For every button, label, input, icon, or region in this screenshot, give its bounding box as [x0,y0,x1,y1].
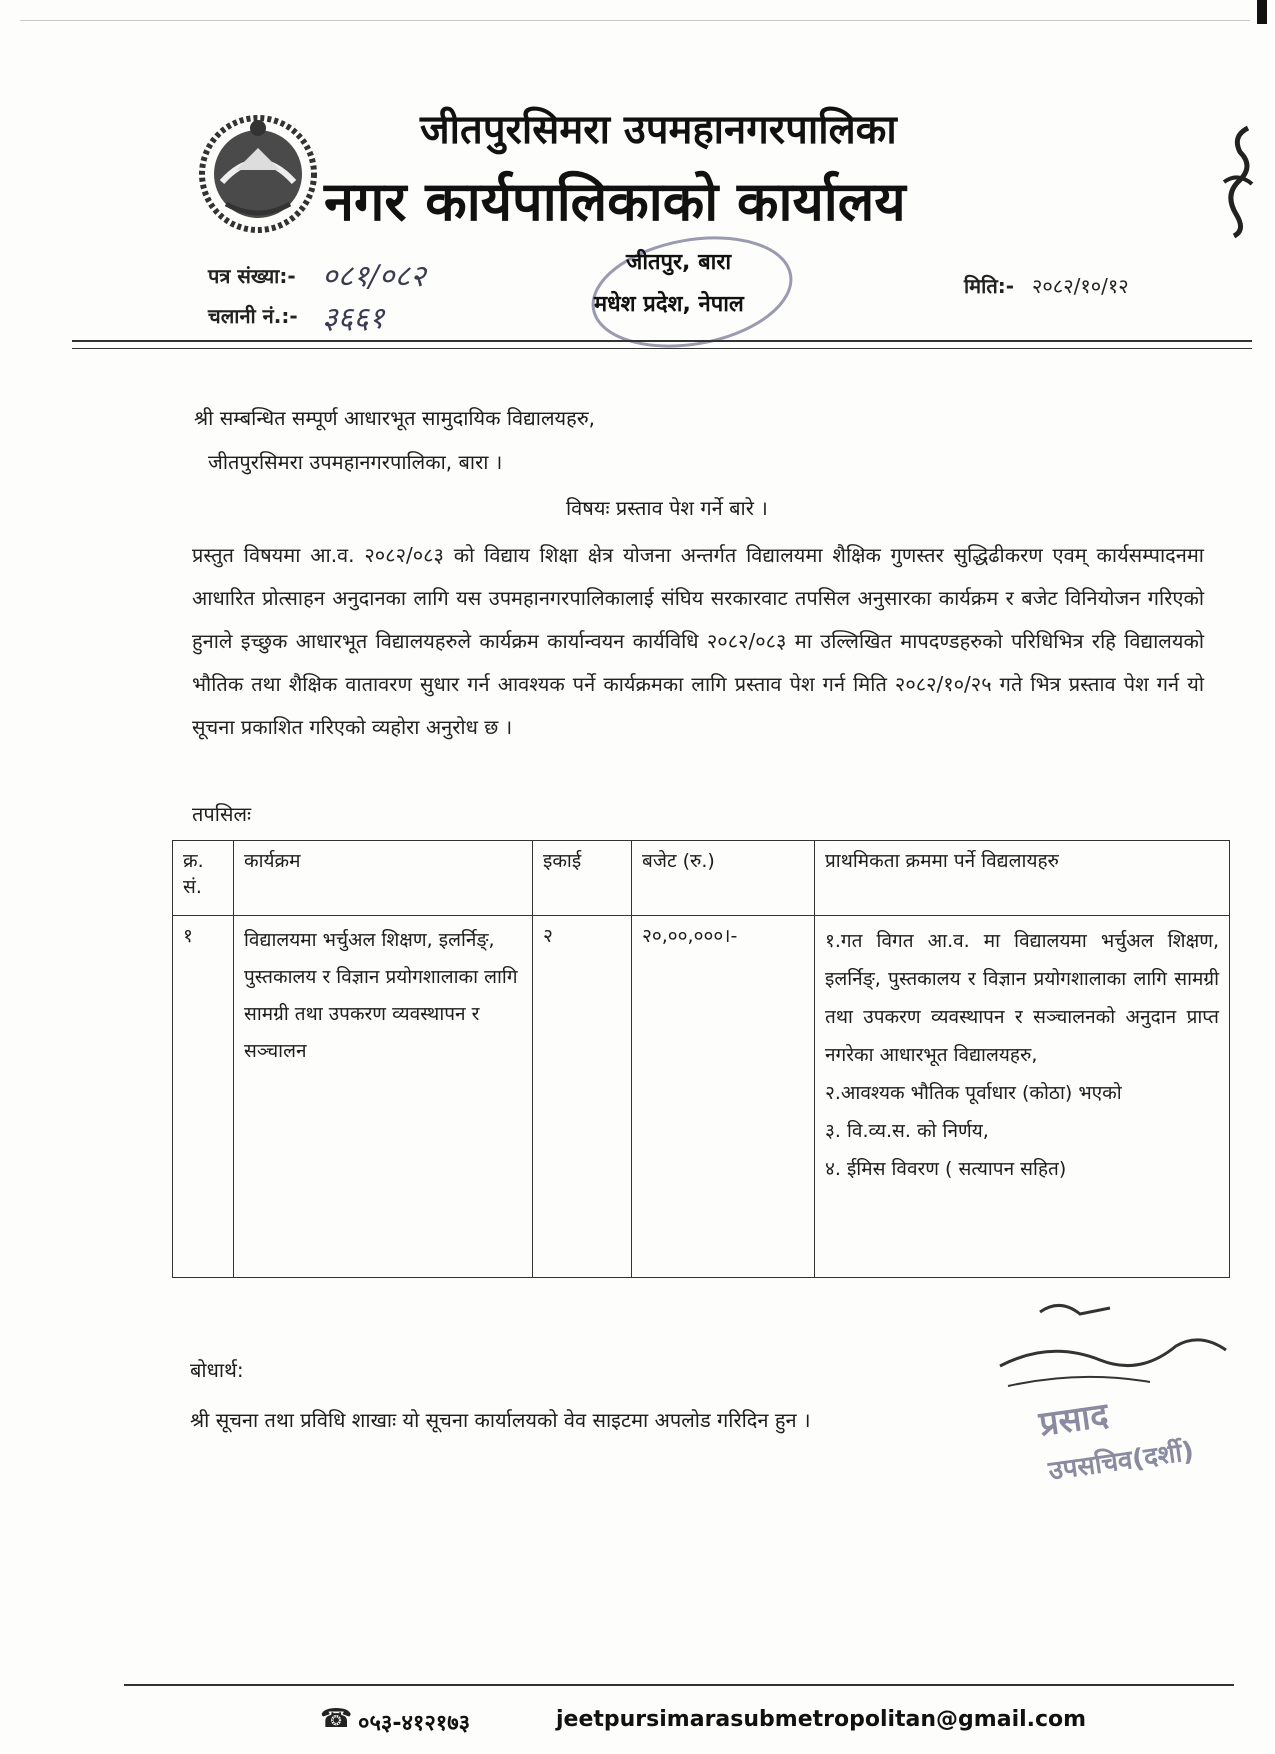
header-budget: बजेट (रु.) [632,841,815,916]
row-priority [815,916,1230,1278]
date-label: मिति:- [964,274,1015,298]
signatory-designation: उपसचिव(दर्शी) [1046,1436,1196,1487]
priority-item-1: १.गत विगत आ.व. मा विद्यालयमा भर्चुअल शिक्षण, इलर्निङ्, पुस्तकालय र विज्ञान प्रयोगशालाका लागि सामग्री तथा उपकरण व्यवस्थापन र सञ्चालनको अनुदान प्राप्त नगरेका आधारभूत विद्यालयहरु, [825,930,1219,1066]
location-line2: मधेश प्रदेश, नेपाल [594,292,744,317]
subject: विषयः प्रस्ताव पेश गर्ने बारे । [566,496,768,520]
chalani-label: चलानी नं.:- [208,304,298,328]
om-symbol-icon [1218,122,1260,240]
cc-label: बोधार्थ: [190,1358,244,1382]
row-sn: १ [173,916,234,1278]
header-unit: इकाई [533,841,632,916]
chalani-value: ३६६१ [322,301,385,336]
cc-text: श्री सूचना तथा प्रविधि शाखाः यो सूचना कार्यालयको वेव साइटमा अपलोड गरिदिन हुन । [190,1408,811,1432]
handwritten-signature [990,1290,1240,1400]
row-program: विद्यालयमा भर्चुअल शिक्षण, इलर्निङ्, पुस्तकालय र विज्ञान प्रयोगशालाका लागि सामग्री तथा उपकरण व्यवस्थापन र सञ्चालन [234,916,533,1278]
patra-value: ०८१/०८२ [322,259,426,294]
tapsil-label: तपसिलः [192,802,252,826]
table-row [173,916,1230,1278]
program-table [172,840,1230,1278]
row-unit: २ [533,916,632,1278]
priority-item-4: ४. ईमिस विवरण ( सत्यापन सहित) [825,1158,1067,1180]
nepal-emblem-icon [196,112,320,236]
municipality-name: जीतपुरसिमरा उपमहानगरपालिका [420,107,897,153]
table-header-row [173,841,1230,916]
office-name: नगर कार्यपालिकाको कार्यालय [324,170,906,233]
priority-item-3: ३. वि.व्य.स. को निर्णय, [825,1120,989,1142]
date-value: २०८२/१०/१२ [1032,274,1129,298]
header-priority: प्राथमिकता क्रममा पर्ने विद्यलायहरु [815,841,1230,916]
patra-label: पत्र संख्या:- [208,264,296,288]
footer-phone: ०५३-४१२१७३ [358,1711,471,1736]
recipient-line2: जीतपुरसिमरा उपमहानगरपालिका, बारा । [208,450,503,474]
header-rule-thin [72,348,1252,349]
row-budget: २०,००,०००।- [632,916,815,1278]
footer-email[interactable]: jeetpursimarasubmetropolitan@gmail.com [556,1707,1087,1732]
header-program: कार्यक्रम [234,841,533,916]
footer-rule [124,1684,1234,1686]
phone-icon: ☎ [320,1704,353,1734]
header-sn: क्र. सं. [173,841,234,916]
letter-body: प्रस्तुत विषयमा आ.व. २०८२/०८३ को विद्याय शिक्षा क्षेत्र योजना अन्तर्गत विद्यालयमा शैक्षिक गुणस्तर सुद्धिढीकरण एवम् कार्यसम्पादनमा आधारित प्रोत्साहन अनुदानका लागि यस उपमहानगरपालिकालाई संघिय सरकारवाट तपसिल अनुसारका कार्यक्रम र बजेट विनियोजन गरिएको हुनाले इच्छुक आधारभूत विद्यालयहरुले कार्यक्रम कार्यान्वयन कार्यविधि २०८२/०८३ मा उल्लिखित मापदण्डहरुको परिधिभित्र रहि विद्यालयको भौतिक तथा शैक्षिक वातावरण सुधार गर्न आवश्यक पर्ने कार्यक्रमका लागि प्रस्ताव पेश गर्न मिति २०८२/१०/२५ गते भित्र प्रस्ताव पेश गर्न यो सूचना प्रकाशित गरिएको व्यहोरा अनुरोध छ । [192,543,1204,739]
scan-corner-mark [1257,0,1267,24]
header-rule [72,340,1252,342]
recipient-line1: श्री सम्बन्धित सम्पूर्ण आधारभूत सामुदायिक विद्यालयहरु, [194,406,596,430]
signatory-name: प्रसाद [1036,1395,1111,1445]
top-edge-line [20,20,1250,21]
location-line1: जीतपुर, बारा [626,250,732,275]
priority-item-2: २.आवश्यक भौतिक पूर्वाधार (कोठा) भएको [825,1082,1122,1104]
